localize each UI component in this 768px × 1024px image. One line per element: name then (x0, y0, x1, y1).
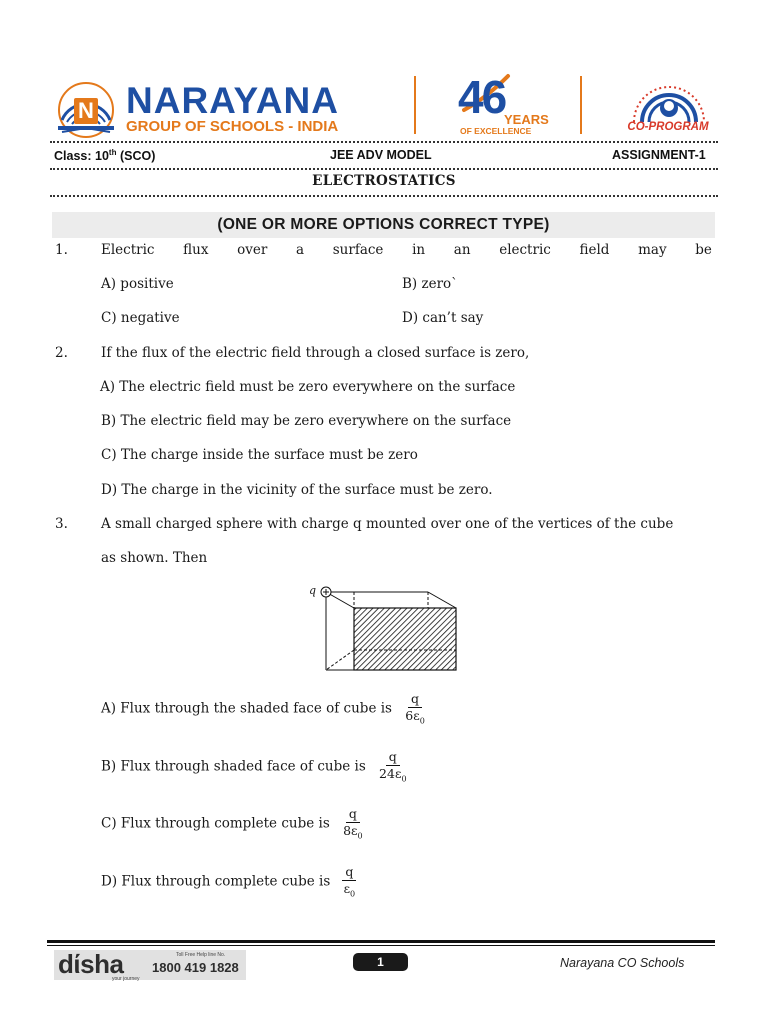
question-3-option-a (101, 692, 428, 726)
class-suffix: (SCO) (116, 149, 156, 164)
question-3-stem-line-1: A small charged sphere with charge q mounted over one of the vertices of the cube (101, 516, 674, 532)
question-3-number: 3. (55, 516, 68, 532)
disha-helpline-caption: Toll Free Help line No. (176, 952, 226, 958)
fraction-numerator: q (346, 807, 360, 823)
flux-fraction (340, 807, 366, 841)
fraction-numerator: q (386, 750, 400, 766)
brand-name: NARAYANA (126, 80, 339, 121)
stem-word: electric (499, 242, 551, 258)
disha-phone: 1800 419 1828 (152, 960, 239, 975)
fraction-denominator: $6\varepsilon_0$ (405, 708, 425, 726)
stem-word: surface (332, 242, 384, 258)
years-number: 46 (458, 71, 506, 123)
question-2-option-d: D) The charge in the vicinity of the surface must be zero. (101, 482, 493, 498)
question-1-option-a: A) positive (101, 276, 174, 292)
years-subtitle: OF EXCELLENCE (460, 126, 532, 136)
question-2-option-a: A) The electric field must be zero everywhere on the surface (100, 379, 516, 395)
header-rule-top (50, 141, 718, 143)
header-rule-bottom (50, 195, 718, 197)
question-3-option-d (101, 865, 358, 899)
option-text: C) Flux through complete cube is (101, 815, 330, 832)
question-2-number: 2. (55, 345, 68, 361)
flux-fraction (376, 750, 409, 784)
option-text: B) Flux through shaded face of cube is (101, 758, 366, 775)
fraction-denominator: $8\varepsilon_0$ (343, 823, 363, 841)
narayana-logo (52, 76, 120, 138)
stem-word: in (412, 242, 426, 258)
question-2-stem: If the flux of the electric field through a closed surface is zero, (101, 345, 530, 361)
fraction-numerator: q (342, 865, 356, 881)
disha-tagline: your journey (112, 976, 140, 982)
header-divider-right (580, 76, 582, 134)
footer-rule-thin (47, 945, 715, 946)
cube-figure (308, 582, 468, 674)
stem-word: an (453, 242, 471, 258)
stem-word: may (638, 242, 667, 258)
assignment-label: ASSIGNMENT-1 (612, 148, 706, 162)
option-text: A) Flux through the shaded face of cube is (101, 700, 392, 717)
fraction-numerator: q (408, 692, 422, 708)
brand-subtitle: GROUP OF SCHOOLS - INDIA (126, 118, 339, 135)
years-word: YEARS (504, 112, 549, 127)
stem-word: a (296, 242, 305, 258)
question-1-number: 1. (55, 242, 68, 258)
question-1-stem (101, 242, 712, 258)
class-sup: th (108, 148, 117, 157)
page-number: 1 (353, 953, 408, 971)
option-text: D) Flux through complete cube is (101, 873, 331, 890)
footer-school-name: Narayana CO Schools (560, 956, 685, 970)
cube-charge-label: q (309, 584, 317, 597)
logo-letter: N (78, 98, 94, 123)
question-3-stem-line-2: as shown. Then (101, 550, 208, 566)
question-2-option-b: B) The electric field may be zero everywhere on the surface (101, 413, 512, 429)
coprogram-emblem (628, 76, 710, 122)
subject-title: ELECTROSTATICS (312, 173, 456, 189)
header-rule-middle (50, 168, 718, 170)
stem-word: Electric (101, 242, 155, 258)
class-label (54, 148, 155, 163)
disha-logo: dίsha (58, 949, 124, 979)
stem-word: flux (183, 242, 209, 258)
class-prefix: Class: 10 (54, 149, 109, 164)
coprogram-label: CO-PROGRAM (627, 121, 709, 133)
question-3-option-b (101, 750, 410, 784)
flux-fraction (341, 865, 359, 899)
question-1-option-c: C) negative (101, 310, 180, 326)
question-2-option-c: C) The charge inside the surface must be zero (101, 447, 418, 463)
stem-word: be (695, 242, 712, 258)
question-1-option-d: D) can’t say (402, 310, 484, 326)
fraction-denominator: $\varepsilon_0$ (343, 881, 356, 899)
footer-rule-thick (47, 940, 715, 943)
stem-word: over (237, 242, 268, 258)
header-divider-left (414, 76, 416, 134)
fraction-denominator: $24\varepsilon_0$ (379, 766, 407, 784)
flux-fraction (402, 692, 428, 726)
section-title: (ONE OR MORE OPTIONS CORRECT TYPE) (52, 212, 715, 238)
model-label: JEE ADV MODEL (330, 148, 432, 162)
stem-word: field (579, 242, 610, 258)
shaded-face (354, 608, 456, 670)
question-1-option-b: B) zero` (402, 276, 458, 292)
question-3-option-c (101, 807, 366, 841)
